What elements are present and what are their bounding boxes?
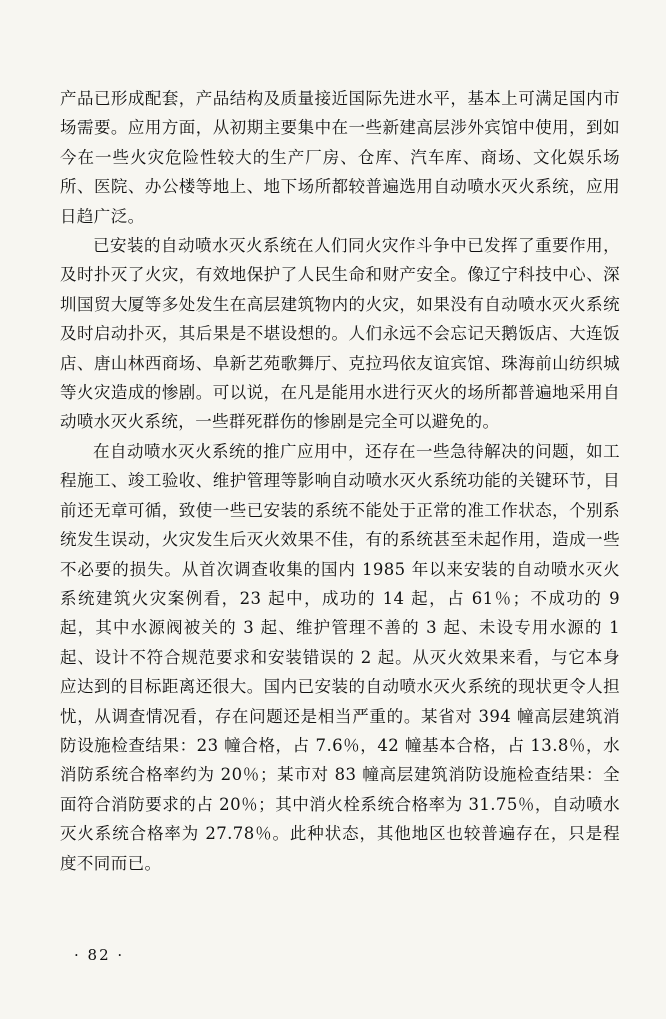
paragraph-1: 产品已形成配套，产品结构及质量接近国际先进水平，基本上可满足国内市场需要。应用方面，从初期主要集中在一些新建高层涉外宾馆中使用，到如今在一些火灾危险性较大的生产厂房、仓库、汽车库、商场、文化娱乐场所、医院、办公楼等地上、地下场所都较普遍选用自动喷水灭火系统，应用日趋广泛。 bbox=[60, 89, 620, 226]
page-number: · 82 · bbox=[74, 946, 125, 964]
paragraph-3: 在自动喷水灭火系统的推广应用中，还存在一些急待解决的问题，如工程施工、竣工验收、维护管理等影响自动喷水灭火系统功能的关键环节，目前还无章可循，致使一些已安装的系统不能处于正常的准工作状态，个别系统发生误动，火灾发生后灭火效果不佳，有的系统甚至未起作用，造成一些不必要的损失。从首次调查收集的国内 1985 年以来安装的自动喷水灭火系统建筑火灾案例看，23 起中，成功的 14 起，占 61％；不成功的 9 起，其中水源阀被关的 3 起、维护管理不善的 3 起、未设专用水源的 1 起、设计不符合规范要求和安装错误的 2 起。从灭火效果来看，与它本身应达到的目标距离还很大。国内已安装的自动喷水灭火系统的现状更令人担忧，从调查情况看，存在问题还是相当严重的。某省对 394 幢高层建筑消防设施检查结果：23 幢合格，占 7.6％，42 幢基本合格，占 13.8％，水消防系统合格率约为 20％；某市对 83 幢高层建筑消防设施检查结果：全面符合消防要求的占 20％；其中消火栓系统合格率为 31.75％，自动喷水灭火系统合格率为 27.78％。此种状态，其他地区也较普遍存在，只是程度不同而已。 bbox=[60, 441, 620, 873]
paragraph-2: 已安装的自动喷水灭火系统在人们同火灾作斗争中已发挥了重要作用，及时扑灭了火灾，有效地保护了人民生命和财产安全。像辽宁科技中心、深圳国贸大厦等多处发生在高层建筑物内的火灾，如果没有自动喷水灭火系统及时启动扑灭，其后果是不堪设想的。人们永远不会忘记天鹅饭店、大连饭店、唐山林西商场、阜新艺苑歌舞厅、克拉玛依友谊宾馆、珠海前山纺织城等火灾造成的惨剧。可以说，在凡是能用水进行灭火的场所都普遍地采用自动喷水灭火系统，一些群死群伤的惨剧是完全可以避免的。 bbox=[60, 236, 620, 432]
body-text bbox=[60, 84, 620, 878]
